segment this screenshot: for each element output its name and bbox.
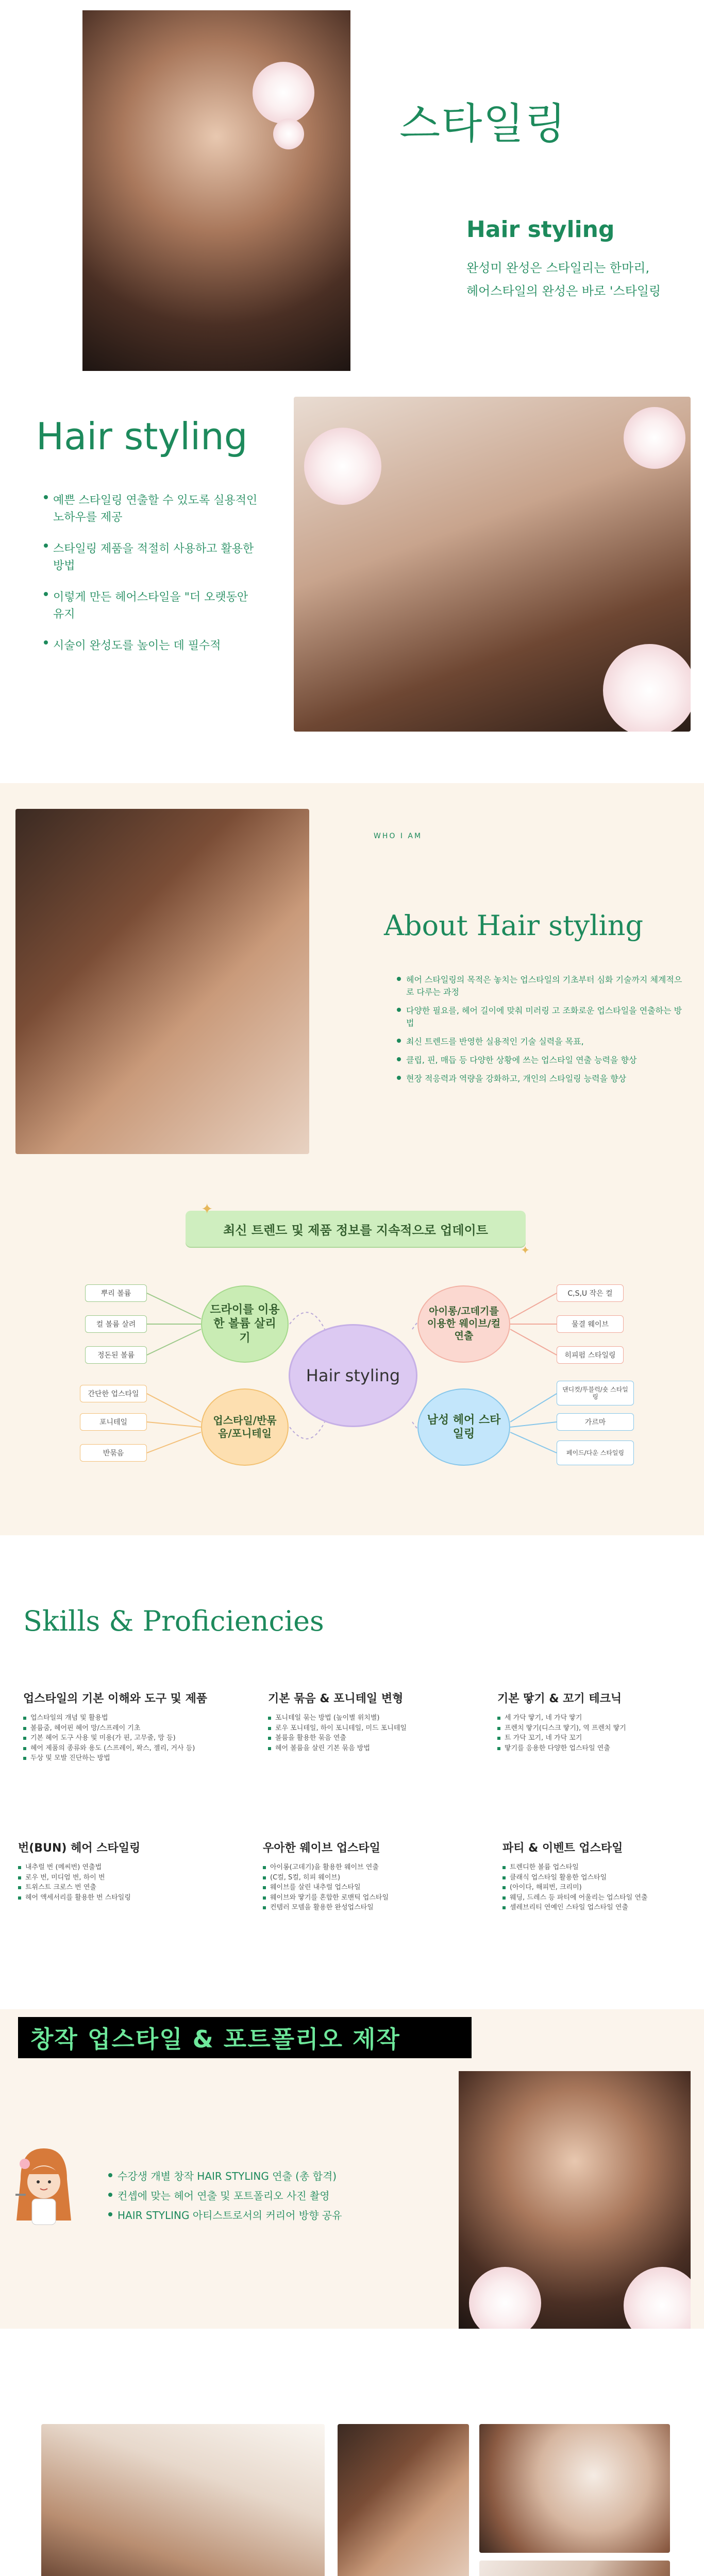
mindmap-node-upstyle: 업스타일/반묶음/포니테일: [201, 1388, 289, 1466]
intro-bullet: 시술이 완성도를 높이는 데 필수적: [44, 637, 260, 654]
bullet-square-icon: [23, 1757, 26, 1760]
hero-flower-icon: [253, 62, 314, 124]
mindmap-chip: 히피펌 스타일링: [557, 1346, 624, 1364]
bullet-square-icon: [263, 1896, 266, 1900]
mindmap-center-node: Hair styling: [289, 1324, 417, 1427]
mindmap-chip: 간단한 업스타일: [80, 1385, 147, 1402]
gallery-photo: [338, 2424, 469, 2576]
skill-card: 기본 땋기 & 꼬기 테크닉 세 가닥 땋기, 네 가닥 땋기 프렌치 땋기(디스크 땋기), 역 프렌치 땋기 트 가닥 꼬기, 네 가닥 꼬기 땋기를 응용한 다양한 업스타일 연출: [497, 1692, 626, 1752]
hero-section: [0, 0, 704, 381]
gallery-photo: [479, 2561, 670, 2576]
about-bullet: 최신 트렌드를 반영한 실용적인 기술 실력을 목표,: [397, 1036, 685, 1048]
bullet-dot-icon: [44, 495, 48, 499]
intro-bullet-list: [44, 492, 260, 654]
bullet-square-icon: [18, 1866, 21, 1869]
mindmap-node-volume: 드라이를 이용한 볼륨 살리기: [201, 1285, 289, 1363]
mindmap-chip: C,S,U 작은 컬: [557, 1284, 624, 1302]
bullet-square-icon: [18, 1886, 21, 1889]
gallery-section: [0, 2329, 704, 2576]
bullet-square-icon: [23, 1717, 26, 1720]
bullet-square-icon: [497, 1717, 500, 1720]
about-bullet: 다양한 필요를, 헤어 길이에 맞춰 미러링 고 조화로운 업스타일을 연출하는 방법: [397, 1005, 685, 1029]
gallery-photo: [479, 2424, 670, 2553]
portfolio-title: 창작 업스타일 & 포트폴리오 제작: [30, 2025, 400, 2053]
bullet-dot-icon: [397, 1008, 401, 1012]
mindmap-node-wave: 아이롱/고데기를 이용한 웨이브/컬 연출: [417, 1285, 510, 1363]
bullet-square-icon: [502, 1866, 506, 1869]
portfolio-flower-icon: [469, 2267, 541, 2329]
hero-subtitle: Hair styling: [466, 216, 615, 243]
bullet-dot-icon: [44, 544, 48, 548]
mindmap-chip: 뿌리 볼륨: [85, 1284, 147, 1302]
portfolio-bullet: HAIR STYLING 아티스트로서의 커리어 방향 공유: [108, 2208, 438, 2223]
about-styling-image: [15, 809, 309, 1154]
portfolio-portrait-image: [459, 2071, 691, 2329]
bullet-square-icon: [18, 1876, 21, 1879]
intro-portrait-image: [294, 397, 691, 732]
sparkle-icon: ✦: [201, 1200, 213, 1217]
bullet-square-icon: [263, 1876, 266, 1879]
sparkle-icon: ✦: [521, 1244, 530, 1257]
mindmap-chip: 물결 웨이브: [557, 1315, 624, 1333]
bullet-square-icon: [23, 1747, 26, 1750]
mindmap-chip: 정돈된 볼륨: [85, 1346, 147, 1364]
skill-card: 우아한 웨이브 업스타일 아이롱(고데기)을 활용한 웨이브 연출 (C컬, S컬, 히피 웨이브) 웨이브를 살린 내추럴 업스타일 웨이브와 땋기를 혼합한 로맨틱 업스타일 컨템러 모델을 활용한 완성업스타일: [263, 1842, 389, 1911]
bullet-square-icon: [497, 1737, 500, 1740]
bullet-square-icon: [497, 1727, 500, 1730]
intro-section: [0, 381, 704, 783]
bullet-dot-icon: [397, 1057, 401, 1061]
portfolio-bullet-list: [108, 2169, 438, 2223]
mindmap-chip: 가르마: [557, 1413, 634, 1431]
bullet-dot-icon: [397, 1076, 401, 1080]
portfolio-section: [0, 2009, 704, 2329]
bullet-square-icon: [268, 1717, 271, 1720]
hero-tagline-line-2: 헤어스타일의 완성은 바로 '스타일링: [466, 284, 661, 298]
intro-flower-icon: [603, 644, 691, 732]
bullet-dot-icon: [397, 1039, 401, 1043]
portfolio-title-bar: [18, 2017, 472, 2058]
intro-title: Hair styling: [36, 415, 248, 458]
bullet-square-icon: [502, 1876, 506, 1879]
mindmap-chip: 포니테일: [80, 1413, 147, 1431]
intro-flower-icon: [624, 407, 685, 469]
portfolio-bullet: 컨셉에 맞는 헤어 연출 및 포트폴리오 사진 촬영: [108, 2189, 438, 2203]
gallery-photo: [41, 2424, 325, 2576]
mindmap-node-men: 남성 헤어 스타일링: [417, 1388, 510, 1466]
mindmap-banner: 최신 트렌드 및 제품 정보를 지속적으로 업데이트: [186, 1211, 526, 1247]
about-title: About Hair styling: [384, 909, 644, 942]
mindmap-section: [0, 1175, 704, 1535]
bullet-square-icon: [497, 1747, 500, 1750]
hero-portrait-image: [82, 10, 350, 371]
bullet-square-icon: [263, 1906, 266, 1909]
bullet-square-icon: [23, 1727, 26, 1730]
intro-flower-icon: [304, 428, 381, 505]
skills-section: [0, 1535, 704, 2009]
bullet-dot-icon: [108, 2173, 112, 2177]
about-bullet: 헤어 스타일링의 목적은 놓치는 업스타일의 기초부터 심화 기술까지 체계적으로 다루는 과정: [397, 974, 685, 998]
bullet-square-icon: [268, 1747, 271, 1750]
portfolio-flower-icon: [624, 2267, 691, 2329]
mindmap-chip: 페이드/다운 스타일링: [557, 1440, 634, 1465]
bullet-dot-icon: [44, 640, 48, 645]
about-bullet-list: [397, 974, 685, 1085]
bullet-square-icon: [18, 1896, 21, 1900]
bullet-square-icon: [502, 1896, 506, 1900]
portfolio-bullet: 수강생 개별 창작 HAIR STYLING 연출 (총 합격): [108, 2169, 438, 2183]
skill-card: 업스타일의 기본 이해와 도구 및 제품 업스타일의 개념 및 활용법 볼륨줌, 헤어핀 헤어 망/스프레이 기초 기본 헤어 도구 사용 및 미용(가 핀, 고무줄, 망 등) 헤어 제품의 종류와 용도 (스프레이, 왁스, 젤리, 거사 등) 두상 및 모발 진단하는 방법: [23, 1692, 208, 1762]
about-bullet: 클립, 핀, 매듭 등 다양한 상황에 쓰는 업스타일 연출 능력을 향상: [397, 1054, 685, 1066]
about-bullet: 현장 적응력과 역량을 강화하고, 개인의 스타일링 능력을 향상: [397, 1073, 685, 1085]
hero-flower-small-icon: [273, 118, 304, 149]
bullet-square-icon: [502, 1886, 506, 1889]
skill-card: 기본 묶음 & 포니테일 변형 포니테일 묶는 방법 (높이별 위치별) 로우 포니테일, 하이 포니테일, 미드 포니테일 볼륨을 활용한 묶음 연출 헤어 볼륨을 살린 기본 묶음 방법: [268, 1692, 407, 1752]
skills-title: Skills & Proficiencies: [23, 1605, 324, 1637]
intro-bullet: 이렇게 만든 헤어스타일을 "더 오랫동안 유지: [44, 589, 260, 623]
intro-bullet: 예쁜 스타일링 연출할 수 있도록 실용적인 노하우를 제공: [44, 492, 260, 526]
mindmap-chip: 반묶음: [80, 1444, 147, 1462]
bullet-square-icon: [263, 1886, 266, 1889]
mindmap-chip: 컬 볼륨 살려: [85, 1315, 147, 1333]
hero-tagline-line-1: 완성미 완성은 스타일리는 한마리,: [466, 261, 650, 275]
about-eyebrow: WHO I AM: [374, 832, 423, 840]
bullet-dot-icon: [397, 977, 401, 981]
about-section: [0, 783, 704, 1175]
skill-card: 번(BUN) 헤어 스타일링 내추럴 번 (메씨번) 연출법 로우 번, 미디엄 번, 하이 번 트위스트 크로스 번 연출 헤어 액세서리를 활용한 번 스타일링: [18, 1842, 141, 1902]
bullet-square-icon: [263, 1866, 266, 1869]
intro-bullet: 스타일링 제품을 적절히 사용하고 활용한 방법: [44, 540, 260, 574]
bullet-square-icon: [268, 1737, 271, 1740]
bullet-square-icon: [23, 1737, 26, 1740]
bullet-square-icon: [268, 1727, 271, 1730]
stylist-character-icon: [10, 2143, 77, 2231]
bullet-dot-icon: [108, 2193, 112, 2197]
hero-title: 스타일링: [399, 99, 567, 148]
bullet-dot-icon: [44, 592, 48, 596]
bullet-square-icon: [502, 1906, 506, 1909]
bullet-dot-icon: [108, 2212, 112, 2216]
skill-card: 파티 & 이벤트 업스타일 트렌디한 볼륨 업스타일 클래식 업스타일 활용한 업스타일 (아이다, 해피번, 크리미) 웨딩, 드레스 등 파티에 어울리는 업스타일 연출 셀레브리티 연예인 스타일 업스타일 연출: [502, 1842, 648, 1911]
mindmap-chip: 댄디컷/투블럭/숏 스타일링: [557, 1381, 634, 1405]
